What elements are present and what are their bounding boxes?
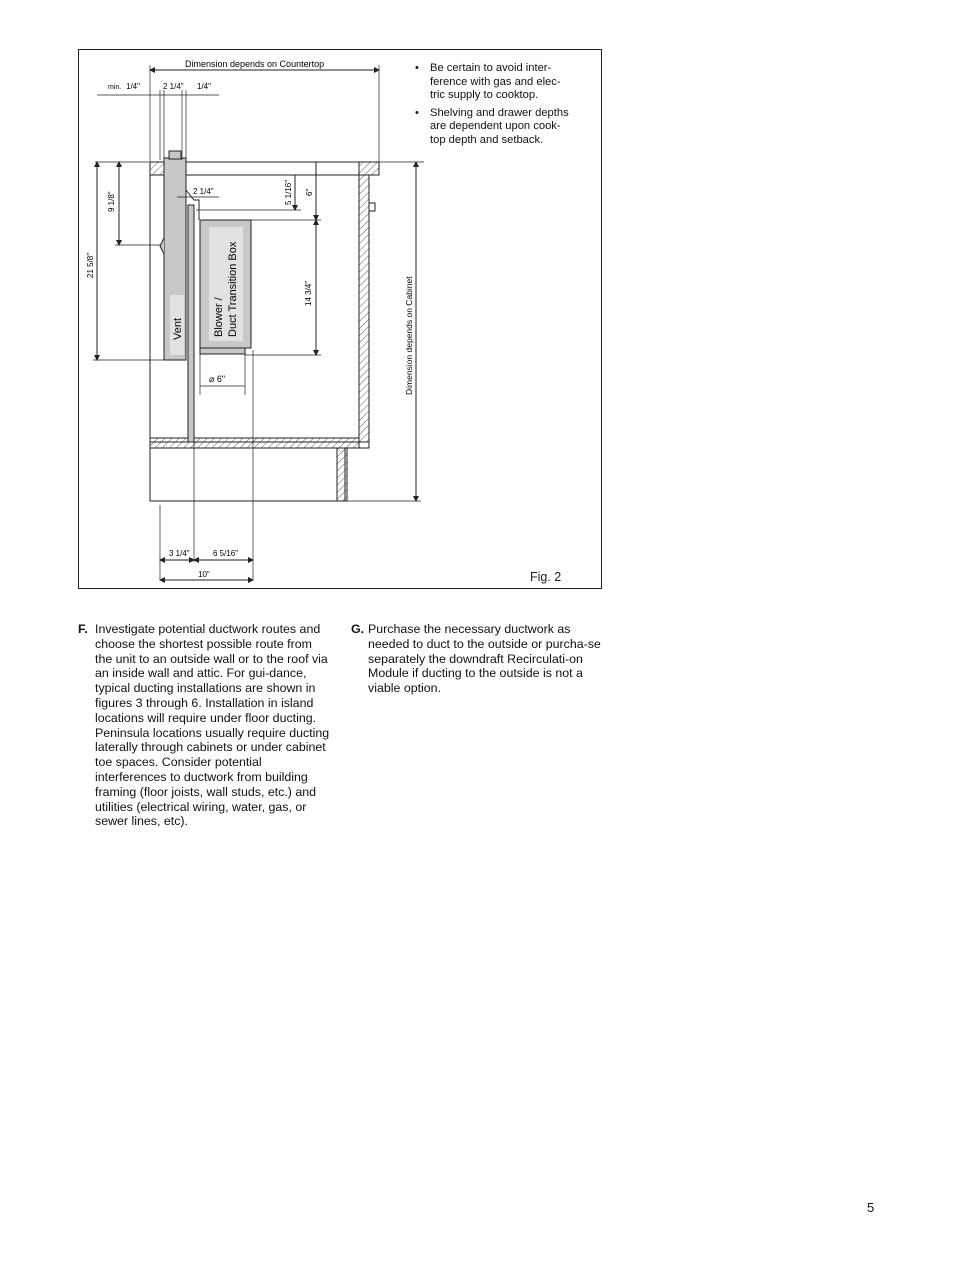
dim-14-3-4-label: 14 3/4" bbox=[304, 280, 313, 306]
dim-6-5-16-label: 6 5/16" bbox=[213, 549, 239, 558]
dim-quarter-a: 1/4" bbox=[126, 82, 140, 91]
dim-2-quarter-b: 2 1/4" bbox=[193, 187, 214, 196]
blower-outlet bbox=[200, 348, 245, 354]
cabinet-base-hatch bbox=[337, 448, 347, 501]
note-line: are dependent upon cook- bbox=[430, 120, 561, 132]
note-line: Shelving and drawer depths bbox=[430, 106, 569, 119]
countertop-hatch-right bbox=[359, 162, 379, 175]
paragraph-f bbox=[78, 622, 330, 829]
note-line: tric supply to cooktop. bbox=[430, 89, 539, 101]
cabinet-knob bbox=[369, 203, 375, 211]
dim-21-5-8-label: 21 5/8" bbox=[86, 252, 95, 278]
note-item bbox=[413, 62, 598, 103]
dim-2-quarter: 2 1/4" bbox=[163, 82, 184, 91]
paragraph-body: Investigate potential ductwork routes and choose the shortest possible route from the unit to an outside wall or to the roof via an inside wall and attic. For gui-dance, typical ducting installations are shown in figures 3 through 6. Installation in island locations will require under floor ducting. Peninsula locations usually require ducting laterally through cabinets or under cabinet toe spaces. Consider potential interferences to ductwork from building framing (floor joists, wall studs, etc.) and utilities (electrical wiring, water, gas, or sewer lines, etc). bbox=[95, 622, 330, 829]
dim-3-1-4-label: 3 1/4" bbox=[169, 549, 190, 558]
dim-10-label: 10" bbox=[198, 570, 210, 579]
blower-label-line1: Blower / bbox=[213, 297, 225, 337]
dim-6-label: 6" bbox=[305, 188, 314, 196]
duct-riser bbox=[188, 205, 194, 442]
bullet: • bbox=[415, 62, 419, 74]
cabinet-right-wall bbox=[359, 175, 369, 442]
dim-9-8-label: 9 1/8" bbox=[107, 191, 116, 212]
blower-label-line2: Duct Transition Box bbox=[227, 241, 239, 337]
vent-label: Vent bbox=[172, 317, 184, 340]
note-item bbox=[413, 107, 598, 148]
cabinet-floor bbox=[150, 438, 359, 448]
dim-5-16-label: 5 1/16" bbox=[284, 179, 293, 205]
paragraph-body: Purchase the necessary ductwork as needed to duct to the outside or purcha-se separately the downdraft Recirculati-on Module if ducting to the outside is not a viable option. bbox=[368, 622, 601, 696]
cabinet-base bbox=[150, 448, 345, 501]
dim-diam-6-label: ⌀ 6" bbox=[209, 374, 226, 384]
dim-quarter-b: 1/4" bbox=[197, 82, 211, 91]
page-number: 5 bbox=[867, 1200, 875, 1215]
note-line: ference with gas and elec- bbox=[430, 75, 561, 88]
min-label: min. bbox=[108, 84, 122, 91]
paragraph-letter: G. bbox=[351, 622, 365, 636]
vent-top-cap bbox=[169, 151, 181, 159]
bullet: • bbox=[415, 106, 419, 119]
vent-bevel bbox=[160, 238, 164, 254]
note-line: top depth and setback. bbox=[430, 133, 544, 146]
paragraph-letter: F. bbox=[78, 622, 88, 636]
note-line: Be certain to avoid inter- bbox=[430, 62, 552, 74]
countertop-dim-label: Dimension depends on Countertop bbox=[185, 59, 325, 69]
cabinet-dim-label: Dimension depends on Cabinet bbox=[404, 276, 414, 395]
figure-notes bbox=[413, 62, 598, 151]
figure-caption: Fig. 2 bbox=[530, 570, 562, 584]
paragraph-g bbox=[351, 622, 607, 696]
